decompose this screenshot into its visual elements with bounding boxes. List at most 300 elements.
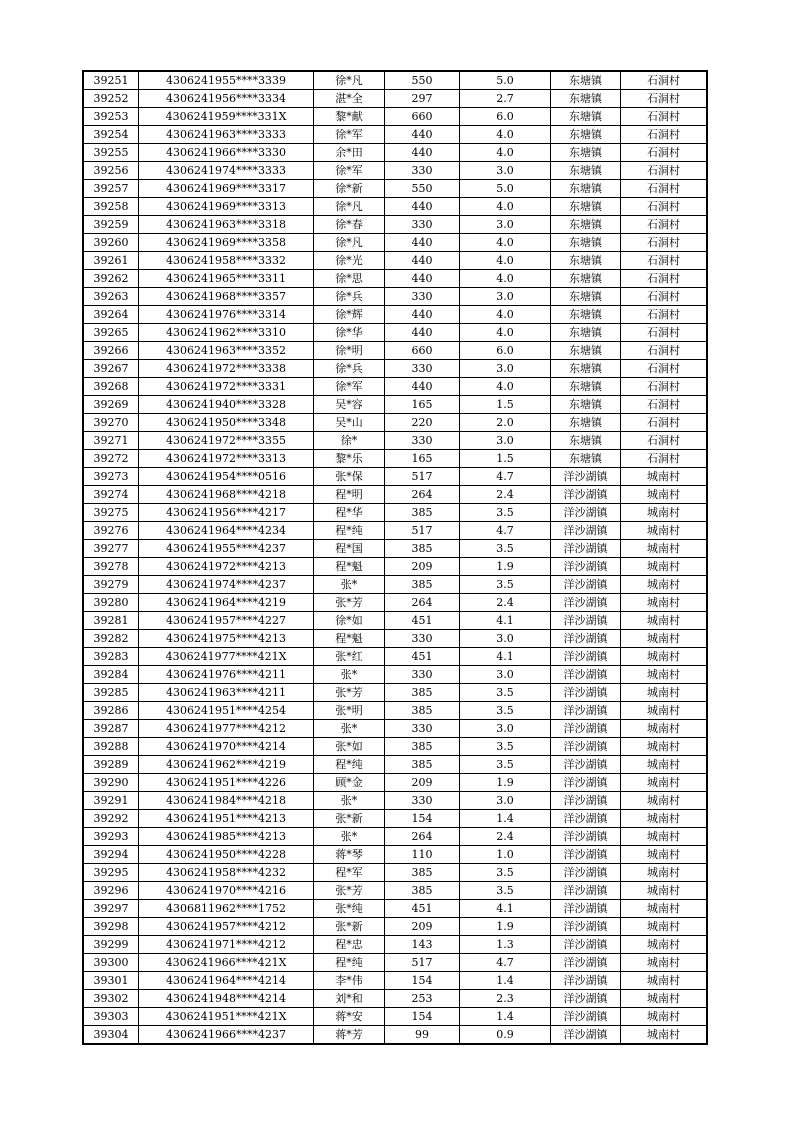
- table-row: [84, 288, 707, 306]
- village-cell: 城南村: [621, 864, 707, 882]
- area-cell: 3.5: [460, 702, 551, 720]
- amount-cell: 385: [385, 576, 460, 594]
- name-cell: 余*田: [314, 144, 385, 162]
- town-cell: 洋沙湖镇: [551, 576, 621, 594]
- name-cell: 张*纯: [314, 900, 385, 918]
- name-cell: 吴*山: [314, 414, 385, 432]
- village-cell: 石洞村: [621, 432, 707, 450]
- row-number-cell: 39302: [84, 990, 139, 1008]
- id-number-cell: 4306241974****3333: [139, 162, 314, 180]
- table-body: [84, 72, 707, 1044]
- town-cell: 东塘镇: [551, 126, 621, 144]
- table-row: [84, 360, 707, 378]
- area-cell: 3.5: [460, 882, 551, 900]
- town-cell: 东塘镇: [551, 342, 621, 360]
- name-cell: 徐*如: [314, 612, 385, 630]
- table-row: [84, 162, 707, 180]
- amount-cell: 297: [385, 90, 460, 108]
- row-number-cell: 39298: [84, 918, 139, 936]
- table-row: [84, 792, 707, 810]
- row-number-cell: 39290: [84, 774, 139, 792]
- table-row: [84, 72, 707, 90]
- name-cell: 黎*献: [314, 108, 385, 126]
- village-cell: 城南村: [621, 792, 707, 810]
- id-number-cell: 4306241940****3328: [139, 396, 314, 414]
- row-number-cell: 39299: [84, 936, 139, 954]
- name-cell: 张*保: [314, 468, 385, 486]
- amount-cell: 209: [385, 774, 460, 792]
- amount-cell: 451: [385, 648, 460, 666]
- area-cell: 3.0: [460, 666, 551, 684]
- town-cell: 东塘镇: [551, 306, 621, 324]
- row-number-cell: 39279: [84, 576, 139, 594]
- id-number-cell: 4306241977****421X: [139, 648, 314, 666]
- name-cell: 徐*光: [314, 252, 385, 270]
- name-cell: 张*: [314, 792, 385, 810]
- row-number-cell: 39301: [84, 972, 139, 990]
- name-cell: 程*纯: [314, 522, 385, 540]
- village-cell: 石洞村: [621, 270, 707, 288]
- id-number-cell: 4306241955****3339: [139, 72, 314, 90]
- village-cell: 城南村: [621, 900, 707, 918]
- name-cell: 徐*兵: [314, 360, 385, 378]
- id-number-cell: 4306241969****3358: [139, 234, 314, 252]
- table-row: [84, 342, 707, 360]
- amount-cell: 330: [385, 630, 460, 648]
- id-number-cell: 4306241972****3355: [139, 432, 314, 450]
- town-cell: 东塘镇: [551, 216, 621, 234]
- id-number-cell: 4306241963****3352: [139, 342, 314, 360]
- table-row: [84, 450, 707, 468]
- id-number-cell: 4306241956****4217: [139, 504, 314, 522]
- area-cell: 4.0: [460, 324, 551, 342]
- area-cell: 3.0: [460, 792, 551, 810]
- table-row: [84, 144, 707, 162]
- village-cell: 石洞村: [621, 306, 707, 324]
- name-cell: 程*国: [314, 540, 385, 558]
- town-cell: 洋沙湖镇: [551, 828, 621, 846]
- town-cell: 洋沙湖镇: [551, 558, 621, 576]
- row-number-cell: 39263: [84, 288, 139, 306]
- village-cell: 石洞村: [621, 450, 707, 468]
- area-cell: 2.4: [460, 828, 551, 846]
- amount-cell: 385: [385, 882, 460, 900]
- id-number-cell: 4306241968****4218: [139, 486, 314, 504]
- village-cell: 城南村: [621, 738, 707, 756]
- amount-cell: 451: [385, 612, 460, 630]
- row-number-cell: 39286: [84, 702, 139, 720]
- area-cell: 1.4: [460, 1008, 551, 1026]
- table-row: [84, 522, 707, 540]
- town-cell: 洋沙湖镇: [551, 846, 621, 864]
- table-row: [84, 324, 707, 342]
- village-cell: 城南村: [621, 774, 707, 792]
- id-number-cell: 4306241956****3334: [139, 90, 314, 108]
- table-row: [84, 1008, 707, 1026]
- amount-cell: 154: [385, 810, 460, 828]
- amount-cell: 143: [385, 936, 460, 954]
- town-cell: 洋沙湖镇: [551, 774, 621, 792]
- table-row: [84, 666, 707, 684]
- village-cell: 城南村: [621, 1008, 707, 1026]
- amount-cell: 154: [385, 1008, 460, 1026]
- town-cell: 东塘镇: [551, 270, 621, 288]
- id-number-cell: 4306241951****4226: [139, 774, 314, 792]
- id-number-cell: 4306241968****3357: [139, 288, 314, 306]
- area-cell: 3.0: [460, 360, 551, 378]
- name-cell: 湛*全: [314, 90, 385, 108]
- table-row: [84, 306, 707, 324]
- name-cell: 张*明: [314, 702, 385, 720]
- row-number-cell: 39258: [84, 198, 139, 216]
- name-cell: 徐*兵: [314, 288, 385, 306]
- amount-cell: 517: [385, 954, 460, 972]
- village-cell: 石洞村: [621, 180, 707, 198]
- amount-cell: 385: [385, 864, 460, 882]
- amount-cell: 440: [385, 198, 460, 216]
- table-row: [84, 720, 707, 738]
- town-cell: 洋沙湖镇: [551, 756, 621, 774]
- area-cell: 3.0: [460, 288, 551, 306]
- area-cell: 4.1: [460, 612, 551, 630]
- id-number-cell: 4306241948****4214: [139, 990, 314, 1008]
- village-cell: 石洞村: [621, 252, 707, 270]
- row-number-cell: 39260: [84, 234, 139, 252]
- row-number-cell: 39274: [84, 486, 139, 504]
- name-cell: 程*纯: [314, 954, 385, 972]
- amount-cell: 385: [385, 684, 460, 702]
- row-number-cell: 39256: [84, 162, 139, 180]
- row-number-cell: 39267: [84, 360, 139, 378]
- village-cell: 城南村: [621, 666, 707, 684]
- village-cell: 石洞村: [621, 378, 707, 396]
- row-number-cell: 39257: [84, 180, 139, 198]
- name-cell: 张*芳: [314, 684, 385, 702]
- row-number-cell: 39253: [84, 108, 139, 126]
- amount-cell: 330: [385, 360, 460, 378]
- village-cell: 城南村: [621, 954, 707, 972]
- name-cell: 程*魁: [314, 558, 385, 576]
- area-cell: 5.0: [460, 180, 551, 198]
- id-number-cell: 4306241972****3313: [139, 450, 314, 468]
- name-cell: 程*魁: [314, 630, 385, 648]
- amount-cell: 330: [385, 216, 460, 234]
- area-cell: 1.5: [460, 450, 551, 468]
- table-row: [84, 378, 707, 396]
- name-cell: 蒋*琴: [314, 846, 385, 864]
- area-cell: 4.0: [460, 378, 551, 396]
- name-cell: 张*如: [314, 738, 385, 756]
- id-number-cell: 4306241962****3310: [139, 324, 314, 342]
- name-cell: 蒋*安: [314, 1008, 385, 1026]
- table-row: [84, 828, 707, 846]
- area-cell: 6.0: [460, 342, 551, 360]
- town-cell: 东塘镇: [551, 414, 621, 432]
- village-cell: 石洞村: [621, 342, 707, 360]
- area-cell: 1.9: [460, 774, 551, 792]
- area-cell: 3.5: [460, 504, 551, 522]
- table-row: [84, 756, 707, 774]
- town-cell: 洋沙湖镇: [551, 864, 621, 882]
- area-cell: 2.4: [460, 486, 551, 504]
- id-number-cell: 4306241959****331X: [139, 108, 314, 126]
- amount-cell: 660: [385, 342, 460, 360]
- id-number-cell: 4306241964****4234: [139, 522, 314, 540]
- town-cell: 东塘镇: [551, 198, 621, 216]
- area-cell: 3.0: [460, 216, 551, 234]
- area-cell: 1.3: [460, 936, 551, 954]
- row-number-cell: 39293: [84, 828, 139, 846]
- id-number-cell: 4306241972****3331: [139, 378, 314, 396]
- village-cell: 石洞村: [621, 72, 707, 90]
- town-cell: 东塘镇: [551, 360, 621, 378]
- amount-cell: 550: [385, 180, 460, 198]
- area-cell: 0.9: [460, 1026, 551, 1044]
- table-row: [84, 630, 707, 648]
- amount-cell: 440: [385, 270, 460, 288]
- town-cell: 洋沙湖镇: [551, 540, 621, 558]
- town-cell: 洋沙湖镇: [551, 900, 621, 918]
- amount-cell: 440: [385, 378, 460, 396]
- id-number-cell: 4306241963****3333: [139, 126, 314, 144]
- table-row: [84, 882, 707, 900]
- table-row: [84, 1026, 707, 1044]
- amount-cell: 165: [385, 450, 460, 468]
- table-row: [84, 126, 707, 144]
- town-cell: 洋沙湖镇: [551, 1026, 621, 1044]
- village-cell: 石洞村: [621, 144, 707, 162]
- table-row: [84, 504, 707, 522]
- area-cell: 3.0: [460, 162, 551, 180]
- area-cell: 6.0: [460, 108, 551, 126]
- village-cell: 城南村: [621, 936, 707, 954]
- village-cell: 石洞村: [621, 360, 707, 378]
- amount-cell: 209: [385, 558, 460, 576]
- amount-cell: 253: [385, 990, 460, 1008]
- village-cell: 石洞村: [621, 324, 707, 342]
- row-number-cell: 39291: [84, 792, 139, 810]
- name-cell: 徐*凡: [314, 234, 385, 252]
- name-cell: 徐*军: [314, 126, 385, 144]
- row-number-cell: 39300: [84, 954, 139, 972]
- amount-cell: 264: [385, 828, 460, 846]
- name-cell: 程*华: [314, 504, 385, 522]
- id-number-cell: 4306241954****0516: [139, 468, 314, 486]
- amount-cell: 550: [385, 72, 460, 90]
- area-cell: 4.0: [460, 306, 551, 324]
- id-number-cell: 4306241969****3317: [139, 180, 314, 198]
- id-number-cell: 4306241985****4213: [139, 828, 314, 846]
- id-number-cell: 4306241964****4214: [139, 972, 314, 990]
- town-cell: 东塘镇: [551, 252, 621, 270]
- town-cell: 东塘镇: [551, 180, 621, 198]
- name-cell: 徐*军: [314, 378, 385, 396]
- amount-cell: 385: [385, 738, 460, 756]
- town-cell: 洋沙湖镇: [551, 990, 621, 1008]
- row-number-cell: 39292: [84, 810, 139, 828]
- row-number-cell: 39269: [84, 396, 139, 414]
- table-row: [84, 270, 707, 288]
- table-row: [84, 108, 707, 126]
- town-cell: 东塘镇: [551, 396, 621, 414]
- amount-cell: 220: [385, 414, 460, 432]
- table-row: [84, 486, 707, 504]
- row-number-cell: 39262: [84, 270, 139, 288]
- data-table: [83, 71, 707, 1044]
- town-cell: 洋沙湖镇: [551, 468, 621, 486]
- amount-cell: 451: [385, 900, 460, 918]
- area-cell: 4.0: [460, 234, 551, 252]
- table-row: [84, 414, 707, 432]
- town-cell: 东塘镇: [551, 144, 621, 162]
- town-cell: 洋沙湖镇: [551, 612, 621, 630]
- name-cell: 张*: [314, 828, 385, 846]
- table-row: [84, 558, 707, 576]
- table-row: [84, 576, 707, 594]
- name-cell: 徐*凡: [314, 72, 385, 90]
- row-number-cell: 39285: [84, 684, 139, 702]
- name-cell: 张*新: [314, 810, 385, 828]
- name-cell: 顾*金: [314, 774, 385, 792]
- row-number-cell: 39297: [84, 900, 139, 918]
- town-cell: 洋沙湖镇: [551, 918, 621, 936]
- town-cell: 洋沙湖镇: [551, 792, 621, 810]
- row-number-cell: 39266: [84, 342, 139, 360]
- id-number-cell: 4306241971****4212: [139, 936, 314, 954]
- row-number-cell: 39277: [84, 540, 139, 558]
- id-number-cell: 4306241970****4214: [139, 738, 314, 756]
- table-row: [84, 846, 707, 864]
- id-number-cell: 4306241976****4211: [139, 666, 314, 684]
- id-number-cell: 4306241966****421X: [139, 954, 314, 972]
- village-cell: 石洞村: [621, 414, 707, 432]
- id-number-cell: 4306241951****4213: [139, 810, 314, 828]
- row-number-cell: 39288: [84, 738, 139, 756]
- area-cell: 4.0: [460, 144, 551, 162]
- area-cell: 4.1: [460, 648, 551, 666]
- id-number-cell: 4306241964****4219: [139, 594, 314, 612]
- row-number-cell: 39270: [84, 414, 139, 432]
- amount-cell: 99: [385, 1026, 460, 1044]
- id-number-cell: 4306241969****3313: [139, 198, 314, 216]
- name-cell: 徐*华: [314, 324, 385, 342]
- id-number-cell: 4306241957****4212: [139, 918, 314, 936]
- name-cell: 徐*新: [314, 180, 385, 198]
- id-number-cell: 4306811962****1752: [139, 900, 314, 918]
- town-cell: 东塘镇: [551, 378, 621, 396]
- town-cell: 洋沙湖镇: [551, 666, 621, 684]
- table-row: [84, 468, 707, 486]
- town-cell: 洋沙湖镇: [551, 972, 621, 990]
- village-cell: 城南村: [621, 540, 707, 558]
- name-cell: 程*明: [314, 486, 385, 504]
- amount-cell: 209: [385, 918, 460, 936]
- row-number-cell: 39276: [84, 522, 139, 540]
- town-cell: 东塘镇: [551, 108, 621, 126]
- village-cell: 石洞村: [621, 396, 707, 414]
- id-number-cell: 4306241950****3348: [139, 414, 314, 432]
- row-number-cell: 39287: [84, 720, 139, 738]
- area-cell: 4.7: [460, 468, 551, 486]
- table-row: [84, 594, 707, 612]
- amount-cell: 385: [385, 540, 460, 558]
- village-cell: 城南村: [621, 576, 707, 594]
- id-number-cell: 4306241957****4227: [139, 612, 314, 630]
- row-number-cell: 39280: [84, 594, 139, 612]
- row-number-cell: 39275: [84, 504, 139, 522]
- name-cell: 张*芳: [314, 882, 385, 900]
- table-row: [84, 954, 707, 972]
- amount-cell: 264: [385, 486, 460, 504]
- town-cell: 洋沙湖镇: [551, 504, 621, 522]
- table-row: [84, 972, 707, 990]
- amount-cell: 385: [385, 504, 460, 522]
- row-number-cell: 39304: [84, 1026, 139, 1044]
- name-cell: 张*红: [314, 648, 385, 666]
- amount-cell: 440: [385, 306, 460, 324]
- town-cell: 洋沙湖镇: [551, 720, 621, 738]
- village-cell: 城南村: [621, 828, 707, 846]
- id-number-cell: 4306241972****4213: [139, 558, 314, 576]
- name-cell: 蒋*芳: [314, 1026, 385, 1044]
- table-row: [84, 198, 707, 216]
- id-number-cell: 4306241963****3318: [139, 216, 314, 234]
- name-cell: 张*: [314, 720, 385, 738]
- amount-cell: 440: [385, 144, 460, 162]
- area-cell: 4.0: [460, 126, 551, 144]
- table-row: [84, 774, 707, 792]
- area-cell: 3.0: [460, 432, 551, 450]
- table-row: [84, 252, 707, 270]
- id-number-cell: 4306241970****4216: [139, 882, 314, 900]
- area-cell: 2.4: [460, 594, 551, 612]
- area-cell: 1.4: [460, 972, 551, 990]
- table-row: [84, 216, 707, 234]
- id-number-cell: 4306241950****4228: [139, 846, 314, 864]
- table-row: [84, 234, 707, 252]
- town-cell: 洋沙湖镇: [551, 882, 621, 900]
- amount-cell: 264: [385, 594, 460, 612]
- amount-cell: 330: [385, 288, 460, 306]
- amount-cell: 330: [385, 432, 460, 450]
- name-cell: 刘*和: [314, 990, 385, 1008]
- row-number-cell: 39271: [84, 432, 139, 450]
- name-cell: 徐*凡: [314, 198, 385, 216]
- name-cell: 徐*明: [314, 342, 385, 360]
- town-cell: 洋沙湖镇: [551, 630, 621, 648]
- table-row: [84, 900, 707, 918]
- table-row: [84, 612, 707, 630]
- area-cell: 4.7: [460, 954, 551, 972]
- area-cell: 4.0: [460, 252, 551, 270]
- amount-cell: 330: [385, 666, 460, 684]
- town-cell: 东塘镇: [551, 234, 621, 252]
- row-number-cell: 39251: [84, 72, 139, 90]
- town-cell: 洋沙湖镇: [551, 1008, 621, 1026]
- area-cell: 4.1: [460, 900, 551, 918]
- name-cell: 徐*辉: [314, 306, 385, 324]
- id-number-cell: 4306241958****3332: [139, 252, 314, 270]
- village-cell: 城南村: [621, 648, 707, 666]
- row-number-cell: 39284: [84, 666, 139, 684]
- id-number-cell: 4306241974****4237: [139, 576, 314, 594]
- village-cell: 城南村: [621, 1026, 707, 1044]
- id-number-cell: 4306241976****3314: [139, 306, 314, 324]
- table-row: [84, 432, 707, 450]
- row-number-cell: 39259: [84, 216, 139, 234]
- village-cell: 城南村: [621, 972, 707, 990]
- name-cell: 张*: [314, 666, 385, 684]
